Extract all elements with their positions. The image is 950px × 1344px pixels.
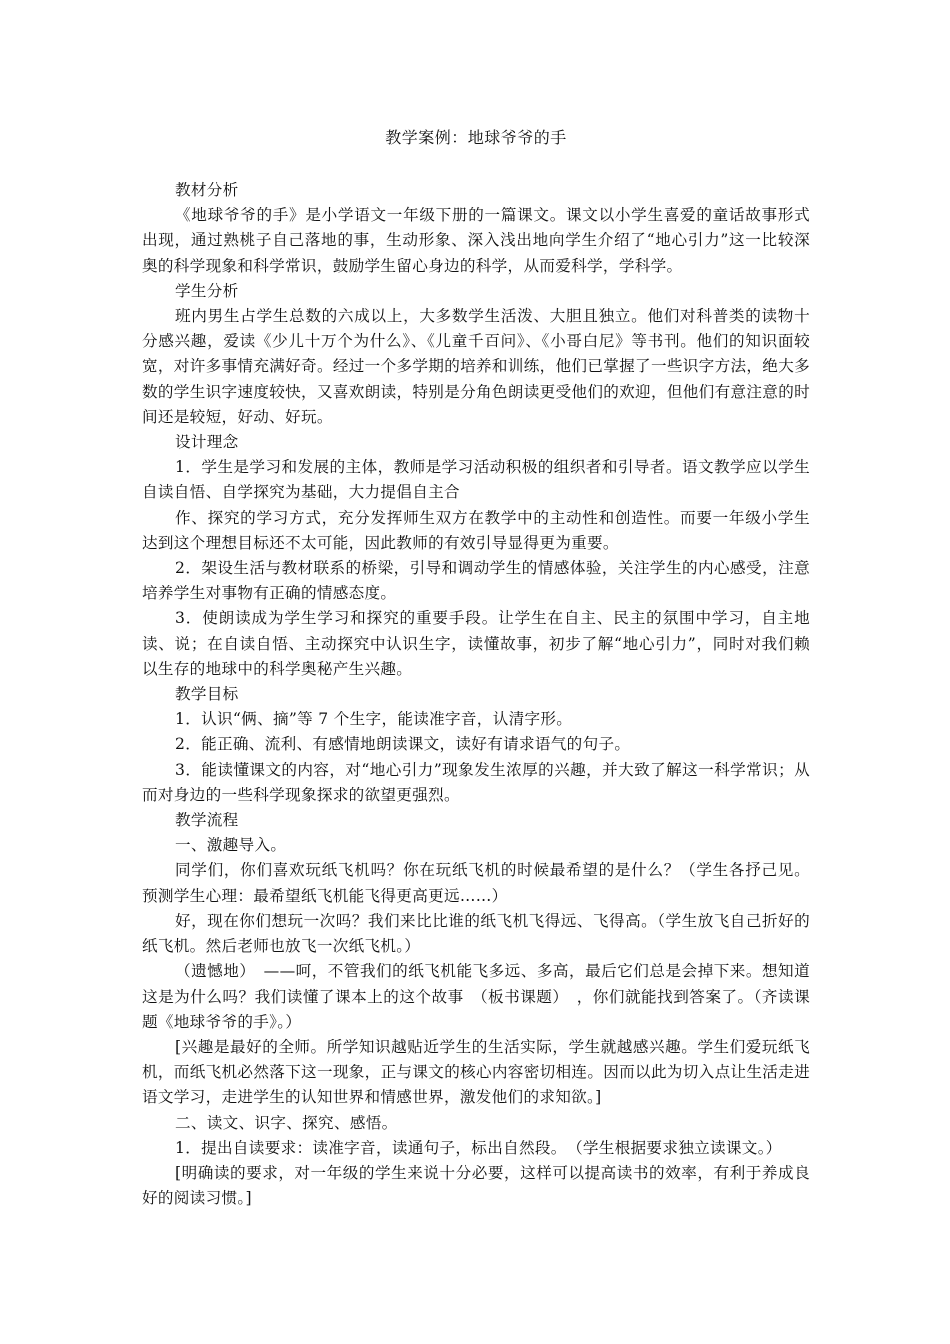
- subsection-heading: 二、读文、识字、探究、感悟。: [175, 1113, 398, 1132]
- paragraph: [明确读的要求，对一年级的学生来说十分必要，这样可以提高读书的效率，有利于养成良好的阅读习惯。]: [142, 1163, 810, 1208]
- section-heading: 学生分析: [175, 281, 239, 300]
- paragraph: 3．使朗读成为学生学习和探究的重要手段。让学生在自主、民主的氛围中学习，自主地读、说；在自读自悟、主动探究中认识生字，读懂故事，初步了解“地心引力”，同时对我们赖以生存的地球中的科学奥秘产生兴趣。: [142, 609, 810, 678]
- paragraph: 同学们，你们喜欢玩纸飞机吗？你在玩纸飞机的时候最希望的是什么？（学生各抒己见。预测学生心理：最希望纸飞机能飞得更高更远……）: [142, 861, 810, 905]
- paragraph: 好，现在你们想玩一次吗？我们来比比谁的纸飞机飞得远、飞得高。（学生放飞自己折好的纸飞机。然后老师也放飞一次纸飞机。）: [142, 911, 810, 956]
- document-body: [142, 124, 810, 1211]
- section-heading: 教学流程: [175, 811, 239, 830]
- paragraph: [兴趣是最好的全师。所学知识越贴近学生的生活实际，学生就越感兴趣。学生们爱玩纸飞机，而纸飞机必然落下这一现象，正与课文的核心内容密切相连。因而以此为切入点让生活走进语文学习，走进学生的认知世界和情感世界，激发他们的求知欲。]: [142, 1037, 810, 1107]
- paragraph: 1．认识“俩、摘”等 7 个生字，能读准字音，认清字形。: [175, 710, 573, 729]
- paragraph: 3．能读懂课文的内容，对“地心引力”现象发生浓厚的兴趣，并大致了解这一科学常识；从而对身边的一些科学现象探求的欲望更强烈。: [142, 760, 810, 804]
- paragraph: 1．提出自读要求：读准字音，读通句子，标出自然段。 （学生根据要求独立读课文。）: [175, 1138, 782, 1157]
- page-title: 教学案例：地球爷爷的手: [385, 128, 567, 147]
- paragraph: 2．能正确、流利、有感情地朗读课文，读好有请求语气的句子。: [175, 735, 631, 754]
- paragraph: 班内男生占学生总数的六成以上，大多数学生活泼、大胆且独立。他们对科普类的读物十分感兴趣，爱读《少儿十万个为什么》、《儿童千百问》、《小哥白尼》等书刊。他们的知识面较宽，对许多事情充满好奇。经过一个多学期的培养和训练，他们已掌握了一些识字方法，绝大多数的学生识字速度较快，又喜欢朗读，特别是分角色朗读更受他们的欢迎，但他们有意注意的时间还是较短，好动、好玩。: [142, 307, 810, 426]
- paragraph: 1．学生是学习和发展的主体，教师是学习活动积极的组织者和引导者。语文教学应以学生自读自悟、自学探究为基础，大力提倡自主合: [142, 458, 810, 502]
- paragraph: 2．架设生活与教材联系的桥梁，引导和调动学生的情感体验，关注学生的内心感受，注意培养学生对事物有正确的情感态度。: [142, 559, 810, 603]
- section-heading: 教材分析: [175, 181, 239, 199]
- section-heading: 设计理念: [175, 433, 239, 452]
- section-heading: 教学目标: [175, 685, 239, 704]
- subsection-heading: 一、激趣导入。: [175, 836, 287, 855]
- paragraph: 作、探究的学习方式，充分发挥师生双方在教学中的主动性和创造性。而要一年级小学生达到这个理想目标还不太可能，因此教师的有效引导显得更为重要。: [142, 508, 810, 552]
- paragraph: （遗憾地） ——呵，不管我们的纸飞机能飞多远、多高，最后它们总是会掉下来。想知道这是为什么吗？我们读懂了课本上的这个故事 （板书课题） ，你们就能找到答案了。（齐读课题《地球爷爷的手》。）: [142, 962, 810, 1031]
- paragraph: 《地球爷爷的手》是小学语文一年级下册的一篇课文。课文以小学生喜爱的童话故事形式出现，通过熟桃子自己落地的事，生动形象、深入浅出地向学生介绍了“地心引力”这一比较深奥的科学现象和科学常识，鼓励学生留心身边的科学，从而爱科学，学科学。: [142, 206, 810, 275]
